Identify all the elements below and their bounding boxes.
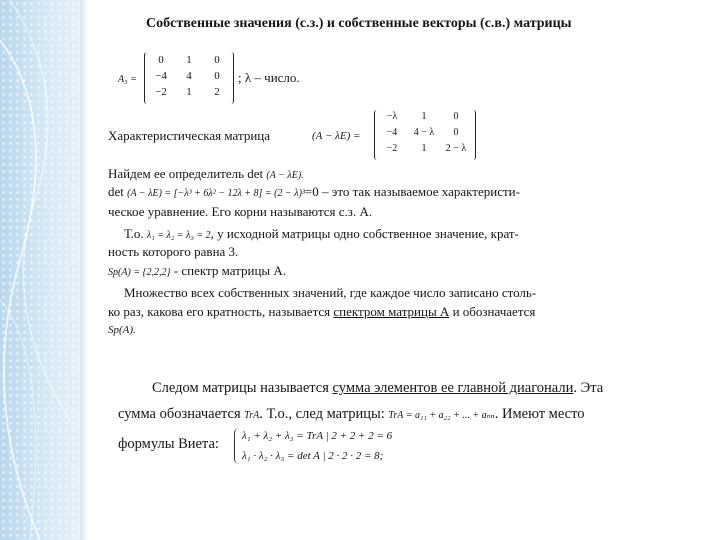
trace-formula: TrA = a₁₁ + a₂₂ + ... + aₙₙ [388,410,495,421]
matrix-a-cell: 1 [186,86,192,98]
vieta-label: формулы Виета: [118,436,219,452]
vieta-formula-sum: λ₁ + λ₂ + λ₃ = TrA | 2 + 2 + 2 = 6 [242,430,393,442]
char-matrix-cell: 0 [453,111,459,122]
decorative-curves [0,0,80,540]
matrix-a-label: A₃ = [118,74,137,85]
vieta-formula-product: λ₁ · λ₂ · λ₃ = det A | 2 · 2 · 2 = 8; [242,450,384,462]
eigenvalues-line: Т.о. λ₁ = λ₂ = λ₃ = 2, у исходной матрицы одно собственное значение, крат- [124,226,519,241]
det-line: Найдем ее определитель det (A − λE). [108,166,304,181]
char-equation-line: ческое уравнение. Его корни называются с.з. А. [108,204,373,219]
vieta-brace [234,428,239,464]
matrix-a-cell: 1 [186,54,192,66]
spectrum-term: спектром матрицы А [333,304,450,319]
char-matrix-cell: −λ [386,111,398,122]
char-matrix-label: Характеристическая матрица [108,128,271,143]
trace-term: сумма элементов ее главной диагонали [332,380,574,396]
matrix-a-cell: −4 [155,70,167,82]
char-matrix-cell: −2 [386,143,398,154]
det-equation: det (A − λE) = [−λ³ + 6λ² − 12λ + 8] = (2 − λ)³=0 – это так называемое характеристи- [108,184,520,199]
lambda-note: ; λ – число. [238,70,300,85]
char-matrix-cell: 4 − λ [413,127,435,138]
char-matrix-expr: (A − λE) = [312,130,361,142]
matrix-a [144,52,234,104]
page-title: Собственные значения (с.з.) и собственные векторы (с.в.) матрицы [146,16,572,31]
matrix-a-cell: −2 [155,86,167,98]
matrix-a-cell: 0 [214,70,220,82]
char-matrix-cell: 2 − λ [445,143,467,154]
strip-edge-shadow [80,0,88,540]
matrix-a-cell: 0 [214,54,220,66]
matrix-a-cell: 0 [158,54,164,66]
matrix-a-cell: 2 [214,86,220,98]
char-matrix-cell: 0 [453,127,459,138]
trace-definition-line2: сумма обозначается TrA. Т.о., след матрицы: TrA = a₁₁ + a₂₂ + ... + aₙₙ. Имеют место [118,406,585,422]
matrix-a-cell: 4 [186,70,192,82]
char-matrix-cell: 1 [421,143,427,154]
multiplicity-line: ность которого равна 3. [108,244,239,259]
char-matrix [374,110,476,160]
decorative-side-strip [0,0,80,540]
trace-definition-line1: Следом матрицы называется сумма элементов ее главной диагонали. Эта [152,380,604,396]
multiset-paragraph-line1: Множество всех собственных значений, где каждое число записано столь- [124,285,537,300]
char-matrix-cell: −4 [386,127,398,138]
spectrum-line: Sp(A) = {2,2,2} - спектр матрицы А. [108,263,287,278]
spectrum-symbol: Sp(A). [108,324,136,336]
multiset-paragraph-line2: ко раз, какова его кратность, называется спектром матрицы А и обозначается [108,304,536,319]
char-matrix-cell: 1 [421,111,427,122]
scanned-document [88,0,720,540]
